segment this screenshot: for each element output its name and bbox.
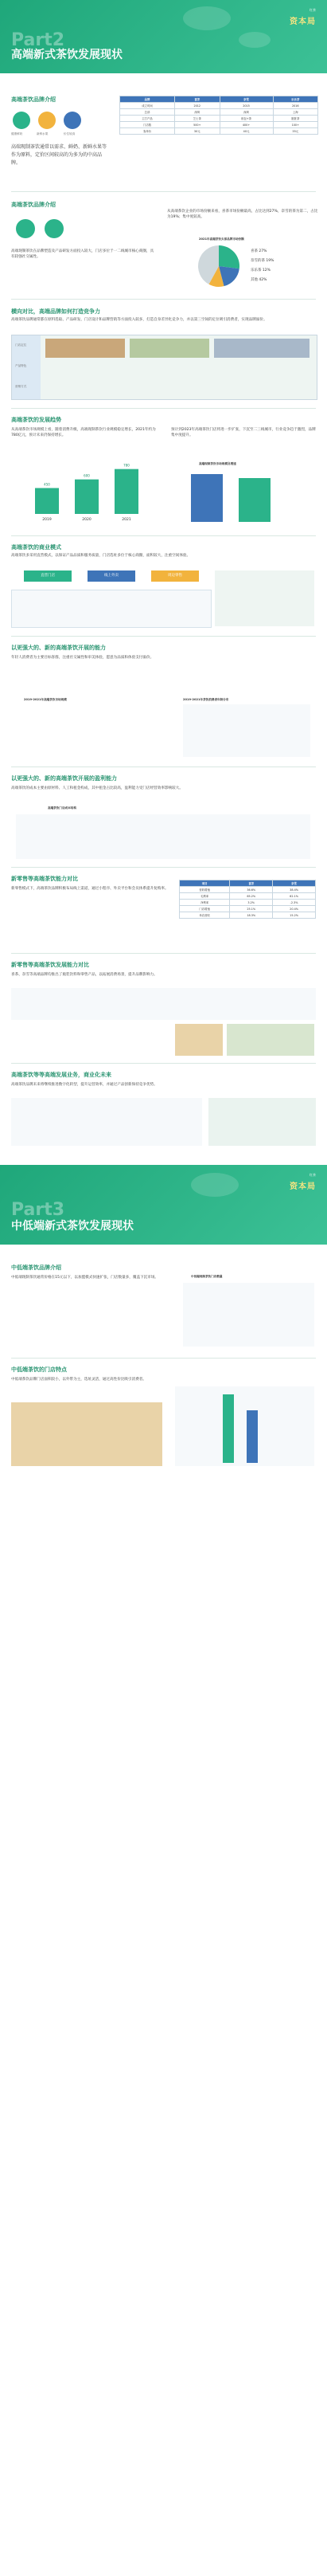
divider (11, 867, 316, 868)
section-paragraph: 中低端茶饮品牌门店面积较小，以外带为主，选址灵活，通过高性价比吸引消费者。 (11, 1378, 146, 1382)
chart-bar (191, 474, 223, 522)
section-title: 高端茶饮的发展趋势 (11, 417, 61, 423)
model-box: 线上外卖 (88, 570, 135, 582)
divider (11, 1358, 316, 1359)
section-paragraph: 高端现制茶饮在品牌塑造及产品研发方面投入较大，门店多位于一二线城市核心商圈，具有较强社交属性。 (11, 249, 154, 260)
store-photo (130, 339, 209, 358)
compare-table (179, 880, 316, 919)
section-paragraph: 年轻人消费者为主要目标客群，注重社交属性和审美体验，愿意为品质和体验支付溢价。 (11, 656, 154, 660)
table-row (180, 912, 316, 919)
price-icon (64, 112, 81, 129)
table-cell: 3.2% (230, 900, 273, 906)
section-title: 中低端茶饮的门店特点 (11, 1366, 67, 1373)
table-cell: 成立时间 (120, 103, 175, 109)
bar (115, 469, 138, 514)
table-row (180, 893, 316, 900)
section-title: 中低端茶饮品牌介绍 (11, 1264, 61, 1271)
divider (11, 191, 316, 192)
table-header: 喜茶 (230, 880, 273, 887)
chart-title: 高端茶饮门店成本结构 (48, 806, 76, 810)
people-icon (16, 219, 35, 238)
model-box: 周边零售 (151, 570, 199, 582)
table-row (120, 103, 318, 109)
section-paragraph: 高端茶饮的成本主要由原材料、人工和租金构成，其中租金占比较高，盈利能力受门店经营效率影响较大。 (11, 786, 183, 790)
future-notes (11, 1098, 202, 1146)
table-cell: 门店增速 (180, 906, 230, 912)
divider (11, 1063, 316, 1064)
table-row (120, 122, 318, 128)
comparison-panel (11, 335, 317, 400)
table-cell: 100+ (273, 122, 317, 128)
chart-title: 2019-2021年高端茶饮市场规模 (24, 698, 67, 701)
section-paragraph: 中低端现制茶饮通常价格在15元以下，以加盟模式快速扩张，门店数量多，覆盖下沉市场。 (11, 1276, 159, 1280)
table-cell: 36.6% (230, 887, 273, 893)
section-title: 新零售等高端茶饮能力对比 (11, 876, 78, 882)
age-bar-chart (11, 704, 162, 760)
leaf-decoration (239, 32, 271, 48)
table-cell: 18.3% (230, 912, 273, 919)
table-header: 乐乐茶 (273, 96, 317, 103)
legend-label: 喜茶 27% (251, 249, 267, 253)
tick-label: 2020 (82, 518, 91, 522)
table-cell: 15.2% (273, 912, 316, 919)
model-diagram (215, 570, 314, 626)
section-title: 以更强大的、新的高端茶饮开展的盈利能力 (11, 775, 117, 782)
part-title: 中低端新式茶饮发展现状 (11, 1220, 134, 1233)
table-cell: 20.4% (273, 906, 316, 912)
bar (35, 488, 59, 515)
data-label: 600 (84, 473, 90, 478)
section-title: 高端茶饮的商业模式 (11, 544, 61, 551)
section-title: 新零售等高端茶饮发展能力对比 (11, 962, 89, 968)
chart-bar (247, 1410, 258, 1463)
chart-bar (223, 1394, 234, 1463)
shop-icon (45, 219, 64, 238)
table-header: 品牌 (120, 96, 175, 103)
table-row (120, 128, 318, 135)
table-row (180, 887, 316, 893)
table-cell: 65.2% (230, 893, 273, 900)
store-photo (11, 1402, 162, 1466)
section-paragraph: 从高端茶饮企业的市场份额来看，喜茶市场份额最高，占比达到27%，奈雪的茶为第二，占比为19%；集中度较高。 (167, 210, 318, 220)
section-paragraph: 从高端茶饮市场规模上看，随着消费升级，高端现制茶饮行业规模稳定增长，2021年约为780亿元，预计未来仍保持增长。 (11, 428, 156, 438)
store-photo (214, 339, 309, 358)
leaf-decoration (183, 6, 231, 30)
section-title: 高端茶饮等等高端发展业务，商业化未来 (11, 1072, 111, 1078)
table-header: 项目 (180, 880, 230, 887)
table-cell: 62.1% (273, 893, 316, 900)
divider (11, 299, 316, 300)
table-cell: 2016 (273, 103, 317, 109)
section-title: 高端茶饮品牌介绍 (11, 202, 56, 208)
market-bar-chart (11, 458, 162, 526)
table-cell: 主打产品 (120, 116, 175, 122)
table-cell: 38.4% (273, 887, 316, 893)
section-title: 以更强大的、新的高端茶饮开展的能力 (11, 645, 106, 651)
table-cell: 欧包+茶 (220, 116, 273, 122)
table-cell: 400+ (220, 122, 273, 128)
tick-label: 2021 (122, 518, 131, 522)
part-number: Part3 (11, 1200, 65, 1220)
cost-chart-area (16, 814, 310, 859)
table-cell: 25.1% (230, 906, 273, 912)
icon-label: 价位较高 (64, 132, 76, 135)
section-title: 高端茶饮品牌介绍 (11, 96, 56, 103)
part3-hero (0, 1165, 327, 1245)
pie-slices (198, 245, 274, 287)
table-header: 奈雪 (220, 96, 273, 103)
table-header: 奈雪 (273, 880, 316, 887)
brand-prefix: 红茶 (309, 1173, 316, 1177)
brand-table (119, 96, 318, 135)
bar (75, 480, 99, 514)
milk-icon (13, 112, 30, 129)
divider (11, 953, 316, 954)
table-cell: 门店数 (120, 122, 175, 128)
leaf-decoration (191, 1173, 239, 1197)
part2-hero (0, 0, 327, 73)
model-notes (11, 590, 212, 628)
table-cell: 营收增速 (180, 887, 230, 893)
table-cell: 脏脏茶 (273, 116, 317, 122)
row-label: 门店定位 (15, 343, 27, 347)
table-cell: 毛利率 (180, 893, 230, 900)
chart-title: 中低端现制茶饮门店数量 (191, 1275, 223, 1278)
table-cell: 净利率 (180, 900, 230, 906)
table-row (180, 900, 316, 906)
table-cell: 40元 (220, 128, 273, 135)
icon-label: 新鲜水果 (37, 132, 49, 135)
icon-label: 健康鲜奶 (11, 132, 23, 135)
store-photo (45, 339, 125, 358)
table-row (180, 906, 316, 912)
table-row (120, 116, 318, 122)
table-cell: 客单价 (120, 128, 175, 135)
table-cell: 芝士茶 (175, 116, 220, 122)
part-title: 高端新式茶饮发展现状 (11, 49, 123, 61)
part-number: Part2 (11, 30, 65, 50)
table-cell: 深圳 (220, 109, 273, 116)
table-cell: 2012 (175, 103, 220, 109)
fruit-icon (38, 112, 56, 129)
table-cell: 500+ (175, 122, 220, 128)
table-cell: 2015 (220, 103, 273, 109)
future-figure (208, 1098, 316, 1146)
section-paragraph: 高端现制茶饮通常以需求、鲜奶、新鲜水果等作为原料，定价区间较高的为多为的中高品牌。 (11, 144, 107, 166)
table-cell: 深圳 (175, 109, 220, 116)
brand-prefix: 红茶 (309, 8, 316, 12)
store-count-chart (183, 1283, 314, 1347)
divider (11, 535, 316, 536)
row-label: 营销方式 (15, 385, 27, 388)
product-photo (227, 1024, 314, 1056)
brand-logo: 资本局 (290, 1182, 316, 1191)
data-label: 450 (44, 482, 50, 487)
bar-marks (35, 464, 138, 522)
data-label: 780 (123, 463, 130, 468)
age-chart-area (183, 704, 310, 757)
row-label: 产品特色 (15, 364, 27, 367)
table-cell: 上海 (273, 109, 317, 116)
pie-chart (195, 242, 290, 290)
product-photo (175, 1024, 223, 1056)
section-paragraph: 高端茶饮品牌未来将继续推进数字化转型，提升运营效率，并通过产品创新保持竞争优势。 (11, 1083, 158, 1087)
vertical-bar-chart (175, 1386, 314, 1466)
divider (11, 636, 316, 637)
legend-label: 乐乐茶 12% (251, 269, 271, 272)
section-title: 横向对比，高端品牌如何打造竞争力 (11, 308, 100, 315)
chart-bar (239, 478, 271, 522)
section-paragraph: 高端茶饮多采用直营模式，以保证产品品质和服务质量，门店选址多位于核心商圈，面积较大，注重空间体验。 (11, 554, 191, 558)
table-cell: 总部 (120, 109, 175, 116)
chart-title: 2019-2021年茶饮消费者年龄分布 (183, 698, 229, 701)
table-header: 喜茶 (175, 96, 220, 103)
table-cell: 30元 (175, 128, 220, 135)
section-paragraph: 预计到2023年高端茶饮门店将进一步扩张，下沉至二三线城市，行业竞争趋于激烈，品牌集中度提升。 (171, 428, 316, 438)
brand-logo: 资本局 (290, 18, 316, 26)
chart-title: 2021年高端茶饮头部品牌市场份额 (199, 237, 244, 241)
legend-label: 奈雪的茶 19% (251, 259, 274, 263)
legend-label: 其他 42% (251, 278, 267, 282)
tick-label: 2019 (42, 518, 52, 522)
table-cell: 单店营收 (180, 912, 230, 919)
feature-list (11, 988, 316, 1020)
section-paragraph: 喜茶、奈雪等高端品牌均推出了瓶装饮料和零售产品，以拓展消费场景，提升品牌影响力。 (11, 973, 158, 977)
divider (11, 408, 316, 409)
pie-slice (219, 245, 239, 269)
table-row (120, 109, 318, 116)
model-box: 直营门店 (24, 570, 72, 582)
section-paragraph: 高端茶饮品牌通常都在原料选取、产品研发、门店设计和品牌营销等方面投入较多，打造自身差异化竞争力，并以第三空间的定位吸引消费者，实现品牌溢价。 (11, 318, 267, 322)
chart-title: 高端现制茶饮市场规模及增速 (199, 462, 236, 465)
section-paragraph: 新零售模式下，高端茶饮品牌积极布局线上渠道，通过小程序、外卖平台和会员体系提升复购率。 (11, 887, 169, 891)
table-cell: -2.3% (273, 900, 316, 906)
table-cell: 35元 (273, 128, 317, 135)
